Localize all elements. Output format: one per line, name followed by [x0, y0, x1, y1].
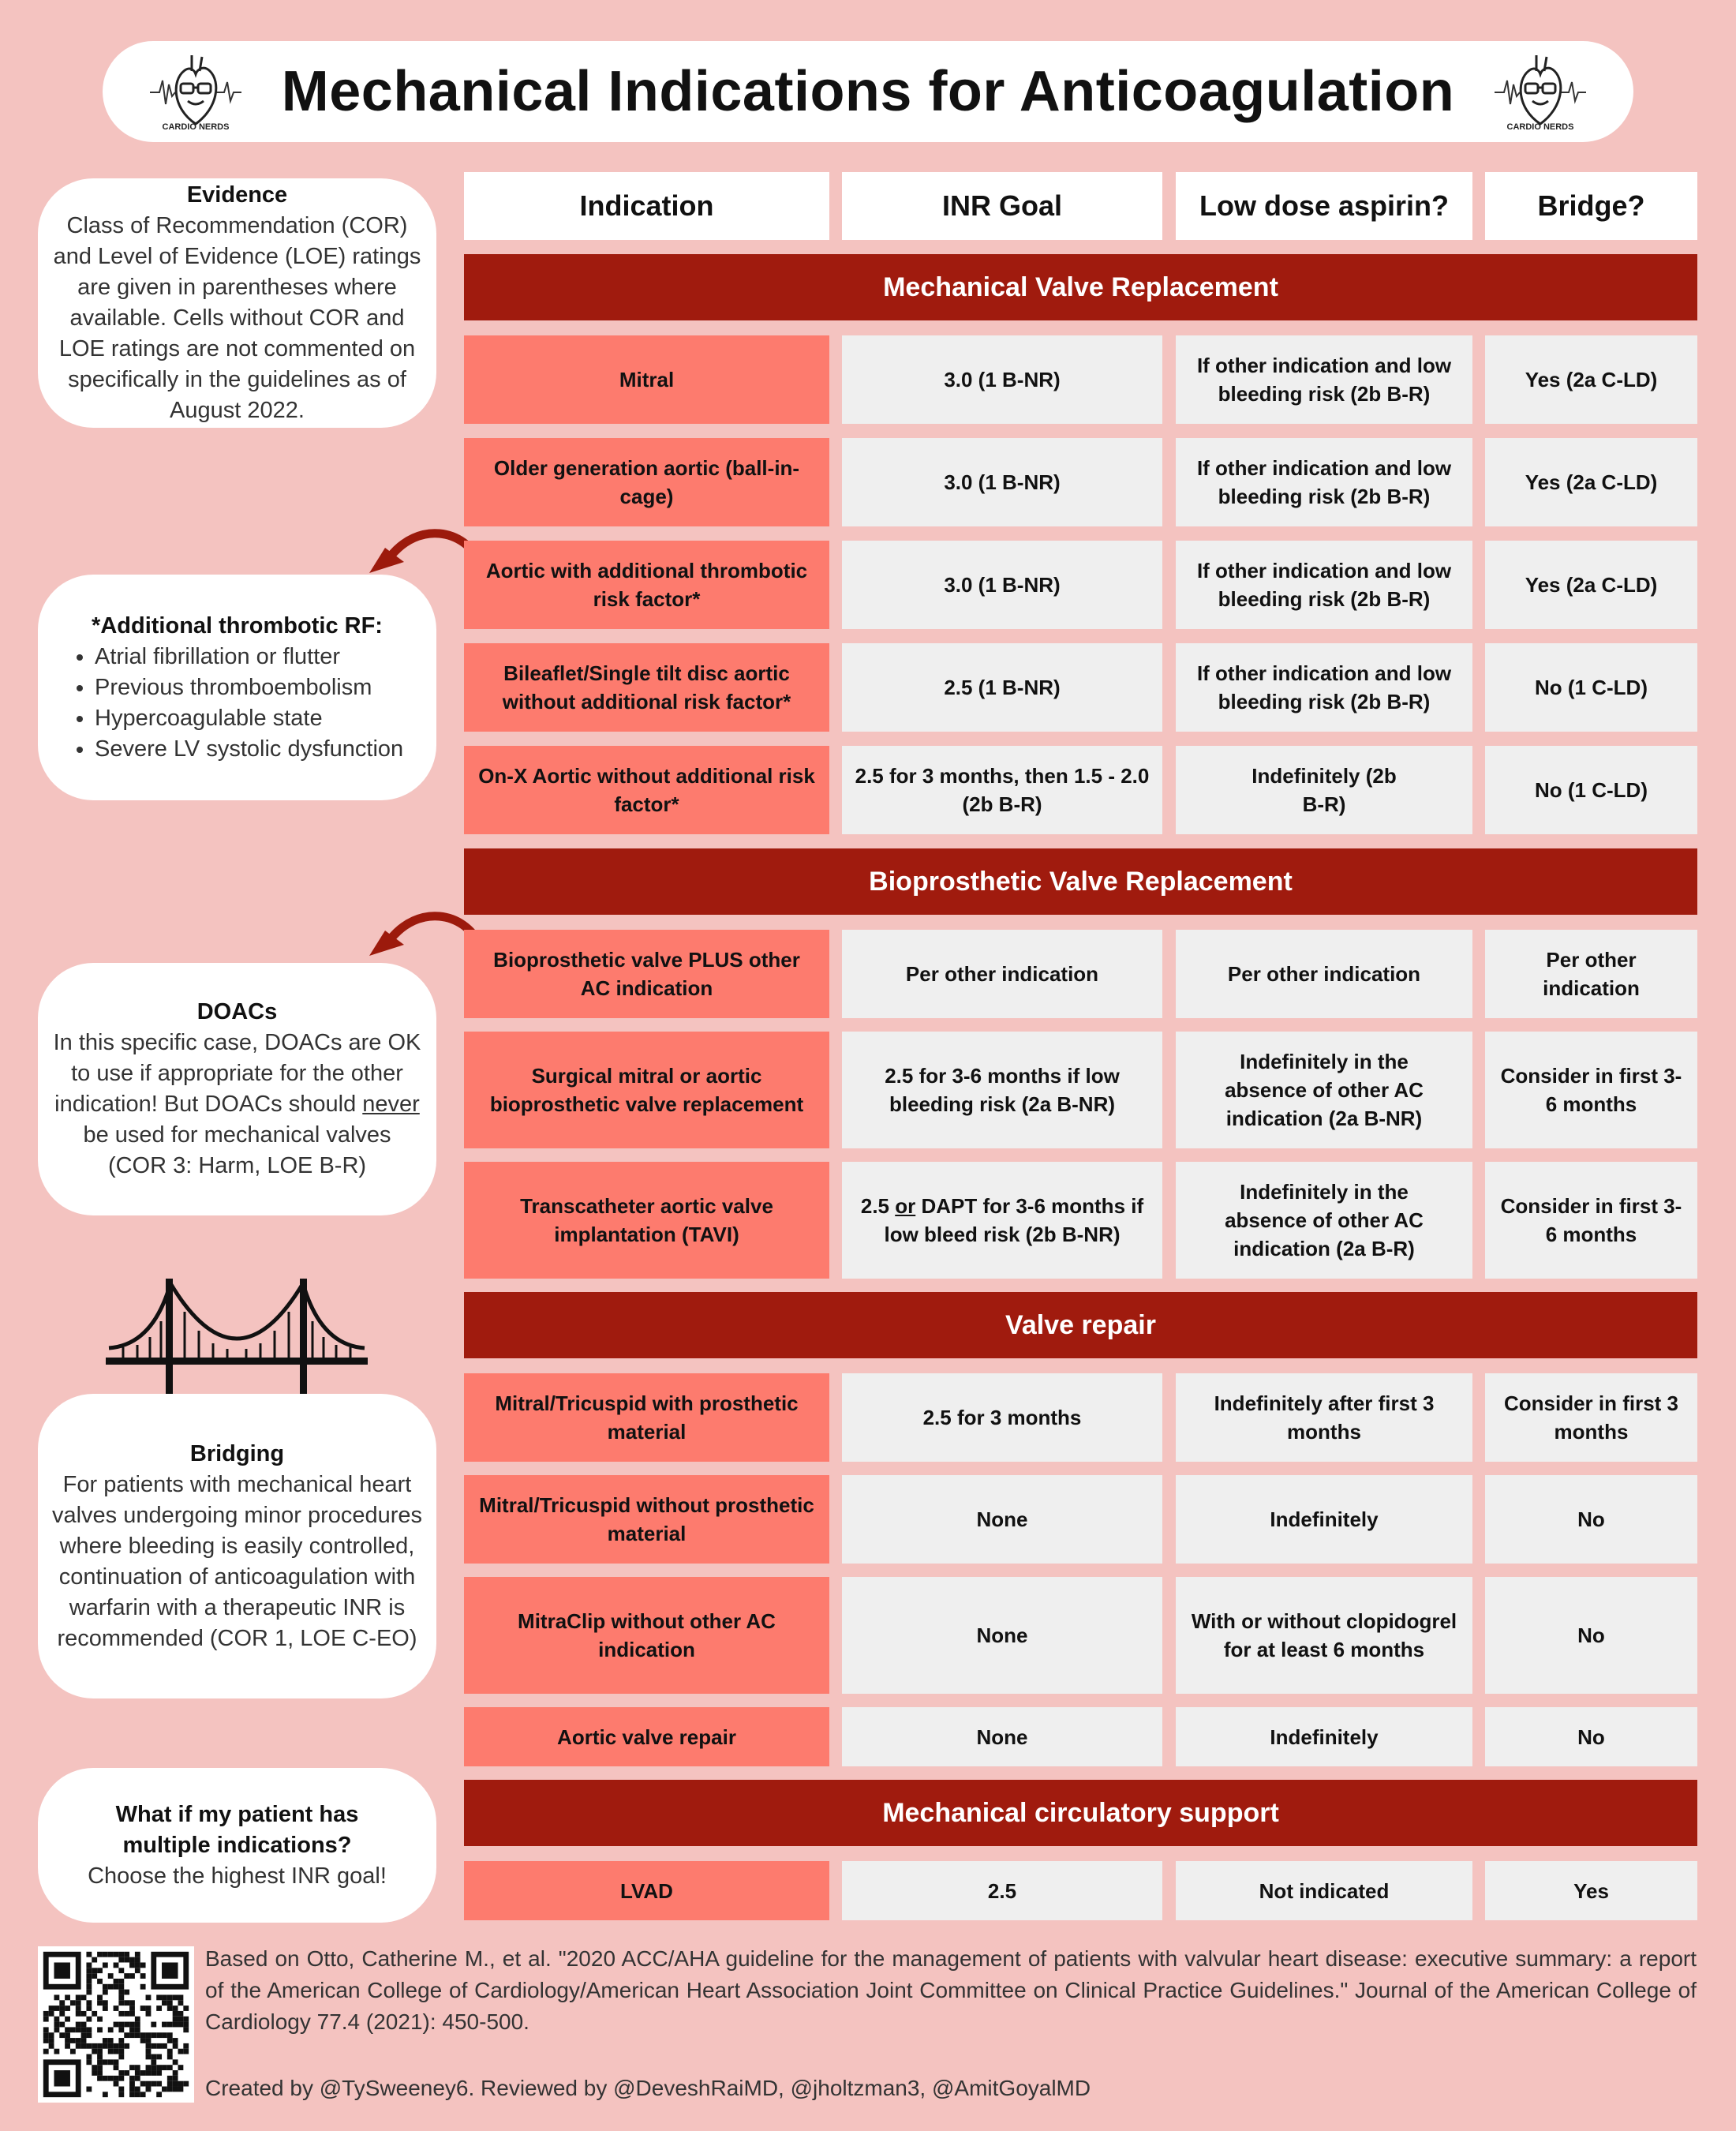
bridge-cell: No — [1485, 1577, 1697, 1694]
bridge-cell: Consider in first 3 months — [1485, 1373, 1697, 1462]
bridging-heading: Bridging — [189, 1440, 285, 1466]
aspirin-cell: Indefinitely — [1176, 1475, 1472, 1564]
indication-cell: On-X Aortic without additional risk factor* — [464, 746, 829, 834]
aspirin-cell: Indefinitely (2b B-R) — [1176, 746, 1472, 834]
indication-cell: Aortic with additional thrombotic risk factor* — [464, 541, 829, 629]
bridge-cell: No (1 C-LD) — [1485, 643, 1697, 732]
multiple-indications-box — [38, 1768, 436, 1923]
inr-goal-cell: None — [842, 1707, 1162, 1766]
aspirin-cell: If other indication and low bleeding risk (2b B-R) — [1176, 438, 1472, 526]
inr-goal-cell: 3.0 (1 B-NR) — [842, 335, 1162, 424]
section-bioprosthetic-valve-replacement: Bioprosthetic Valve Replacement — [464, 848, 1697, 915]
evidence-body: Class of Recommendation (COR) and Level of Evidence (LOE) ratings are given in parentheses where available. Cells without COR and LOE ratings are not commented on specifically in the guidelines as of August 2022. — [53, 213, 421, 423]
aspirin-cell: Indefinitely after first 3 months — [1176, 1373, 1472, 1462]
evidence-heading: Evidence — [186, 182, 288, 208]
indication-cell: Bileaflet/Single tilt disc aortic without additional risk factor* — [464, 643, 829, 732]
doacs-body: In this specific case, DOACs are OK to use if appropriate for the other indication! But DOACs should never be used for mechanical valves — [53, 1030, 421, 1148]
bridge-cell: Yes — [1485, 1861, 1697, 1920]
indication-cell: Mitral/Tricuspid without prosthetic material — [464, 1475, 829, 1564]
aspirin-cell: Per other indication — [1176, 930, 1472, 1018]
doacs-heading: DOACs — [196, 999, 278, 1024]
indication-cell: Surgical mitral or aortic bioprosthetic valve replacement — [464, 1032, 829, 1148]
header-inr-goal: INR Goal — [842, 172, 1162, 240]
thrombotic-rf-heading: *Additional thrombotic RF: — [92, 612, 383, 639]
list-item: • Atrial fibrillation or flutter — [95, 642, 427, 672]
aspirin-cell: Indefinitely — [1176, 1707, 1472, 1766]
inr-goal-cell: 3.0 (1 B-NR) — [842, 438, 1162, 526]
bridging-body: For patients with mechanical heart valves undergoing minor procedures where bleeding is easily controlled, continuation of anticoagulation with warfarin with a therapeutic INR is recommended (COR 1, LOE C-EO) — [51, 1471, 423, 1651]
indication-cell: MitraClip without other AC indication — [464, 1577, 829, 1694]
indication-cell: LVAD — [464, 1861, 829, 1920]
qr-code-icon — [38, 1946, 194, 2103]
never-emphasis: never — [362, 1092, 420, 1117]
indication-cell: Transcatheter aortic valve implantation (TAVI) — [464, 1162, 829, 1279]
aspirin-cell: Indefinitely in the absence of other AC indication (2a B-NR) — [1176, 1032, 1472, 1148]
credits: Created by @TySweeney6. Reviewed by @DeveshRaiMD, @jholtzman3, @AmitGoyalMD — [205, 2076, 1091, 2100]
inr-goal-cell: 2.5 for 3-6 months if low bleeding risk (2a B-NR) — [842, 1032, 1162, 1148]
svg-text:CARDIO NERDS: CARDIO NERDS — [162, 122, 230, 132]
bridge-cell: Yes (2a C-LD) — [1485, 438, 1697, 526]
bridge-cell: Consider in first 3-6 months — [1485, 1162, 1697, 1279]
header-low-dose-aspirin: Low dose aspirin? — [1176, 172, 1472, 240]
inr-goal-cell: None — [842, 1475, 1162, 1564]
aspirin-cell: With or without clopidogrel for at least 6 months — [1176, 1577, 1472, 1694]
inr-goal-cell: Per other indication — [842, 930, 1162, 1018]
bridging-box — [38, 1394, 436, 1698]
indication-cell: Mitral/Tricuspid with prosthetic material — [464, 1373, 829, 1462]
inr-goal-cell: 2.5 for 3 months, then 1.5 - 2.0 (2b B-R) — [842, 746, 1162, 834]
bridge-cell: No — [1485, 1475, 1697, 1564]
citation: Based on Otto, Catherine M., et al. "2020 ACC/AHA guideline for the management of patients with valvular heart disease: executive summary: a report of the American College of Cardiology/American Heart Association Joint Committee on Clinical Practice Guidelines." Journal of the American College of Cardiology 77.4 (2021): 450-500. — [205, 1946, 1697, 2034]
cardionerds-logo-right — [1493, 49, 1588, 136]
bridge-cell: Yes (2a C-LD) — [1485, 541, 1697, 629]
inr-goal-cell: 2.5 (1 B-NR) — [842, 643, 1162, 732]
section-mechanical-valve-replacement: Mechanical Valve Replacement — [464, 254, 1697, 320]
bridge-cell: Consider in first 3-6 months — [1485, 1032, 1697, 1148]
multiple-indications-heading: What if my patient has multiple indications? — [115, 1801, 359, 1858]
title-banner — [103, 41, 1633, 142]
aspirin-cell: If other indication and low bleeding risk (2b B-R) — [1176, 541, 1472, 629]
indication-cell: Mitral — [464, 335, 829, 424]
bridge-icon — [106, 1275, 368, 1402]
doacs-box — [38, 963, 436, 1215]
aspirin-cell: Not indicated — [1176, 1861, 1472, 1920]
svg-text:CARDIO NERDS: CARDIO NERDS — [1506, 122, 1574, 132]
list-item: • Hypercoagulable state — [95, 703, 427, 734]
bridge-cell: Per other indication — [1485, 930, 1697, 1018]
doacs-rating: (COR 3: Harm, LOE B-R) — [107, 1153, 367, 1178]
inr-goal-cell: 2.5 for 3 months — [842, 1373, 1162, 1462]
aspirin-cell: Indefinitely in the absence of other AC indication (2a B-R) — [1176, 1162, 1472, 1279]
thrombotic-rf-box — [38, 575, 436, 800]
qr-code[interactable] — [38, 1946, 194, 2103]
section-mechanical-circulatory-support: Mechanical circulatory support — [464, 1780, 1697, 1846]
inr-goal-cell: 2.5 or DAPT for 3-6 months if low bleed risk (2b B-NR) — [842, 1162, 1162, 1279]
aspirin-cell: If other indication and low bleeding risk (2b B-R) — [1176, 643, 1472, 732]
inr-goal-cell: None — [842, 1577, 1162, 1694]
bridge-cell: No (1 C-LD) — [1485, 746, 1697, 834]
list-item: • Previous thromboembolism — [95, 672, 427, 703]
thrombotic-rf-list — [47, 642, 427, 765]
section-valve-repair: Valve repair — [464, 1292, 1697, 1358]
multiple-indications-body: Choose the highest INR goal! — [88, 1863, 387, 1889]
bridge-cell: No — [1485, 1707, 1697, 1766]
header-indication: Indication — [464, 172, 829, 240]
or-emphasis: or — [895, 1194, 916, 1218]
indication-cell: Aortic valve repair — [464, 1707, 829, 1766]
indication-cell: Older generation aortic (ball-in-cage) — [464, 438, 829, 526]
page-title: Mechanical Indications for Anticoagulation — [281, 60, 1455, 123]
list-item: • Severe LV systolic dysfunction — [95, 734, 427, 765]
indication-cell: Bioprosthetic valve PLUS other AC indication — [464, 930, 829, 1018]
bridge-cell: Yes (2a C-LD) — [1485, 335, 1697, 424]
inr-goal-cell: 2.5 — [842, 1861, 1162, 1920]
evidence-box — [38, 178, 436, 428]
header-bridge: Bridge? — [1485, 172, 1697, 240]
aspirin-cell: If other indication and low bleeding risk (2b B-R) — [1176, 335, 1472, 424]
inr-goal-cell: 3.0 (1 B-NR) — [842, 541, 1162, 629]
